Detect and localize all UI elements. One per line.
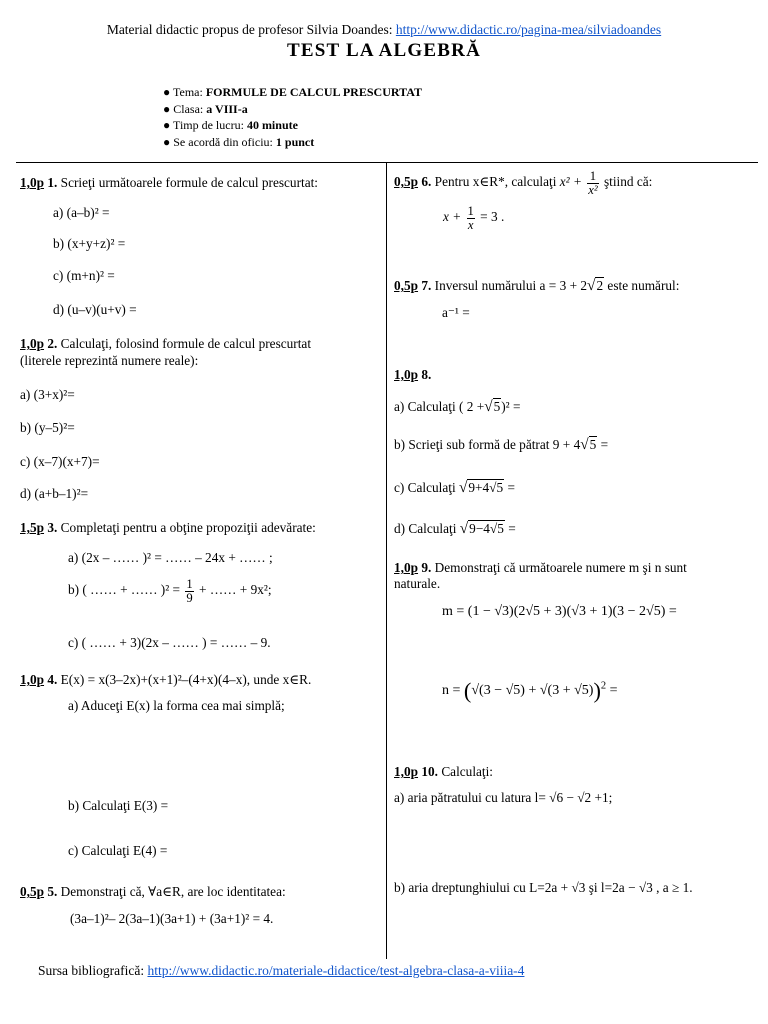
q3-heading: 1,5p 3. Completaţi pentru a obţine propoziţii adevărate: [20, 520, 316, 535]
q4-a: a) Aduceţi E(x) la forma cea mai simplă; [68, 698, 285, 713]
footer-link[interactable]: http://www.didactic.ro/materiale-didactice/test-algebra-clasa-a-viiia-4 [147, 963, 525, 978]
q3-a: a) (2x – …… )² = …… – 24x + …… ; [68, 550, 273, 565]
test-info [163, 84, 422, 150]
q7-heading: 0,5p 7. Inversul numărului a = 3 + 2√2 este numărul: [394, 277, 680, 294]
q8-d: d) Calculaţi √9−4√5 = [394, 520, 516, 537]
footer-prefix: Sursa bibliografică: [38, 963, 145, 978]
q4-b: b) Calculaţi E(3) = [68, 798, 169, 813]
q2-heading: 1,0p 2. Calculaţi, folosind formule de calcul prescurtat [20, 336, 312, 351]
q3-b-fraction: $\frac{1}{9}$ [186, 577, 193, 605]
column-divider [386, 162, 387, 959]
header-prefix: Material didactic propus de profesor Silvia Doandes: [106, 22, 393, 37]
q1-b: b) (x+y+z)² = [53, 236, 126, 251]
q8-c-radical: √9+4√5 [458, 479, 504, 496]
q4-heading: 1,0p 4. E(x) = x(3–2x)+(x+1)²–(4+x)(4–x), unde x∈R. [20, 672, 312, 687]
q5-heading: 0,5p 5. Demonstraţi că, ∀a∈R, are loc identitatea: [20, 884, 286, 899]
q9-text2: naturale. [394, 576, 441, 591]
q3-c: c) ( …… + 3)(2x – …… ) = …… – 9. [68, 635, 271, 650]
q9-m: m = (1 − √3)(2√5 + 3)(√3 + 1)(3 − 2√5) = [442, 604, 677, 619]
q10-b: b) aria dreptunghiului cu L=2a + √3 şi l=2a − √3 , a ≥ 1. [394, 880, 693, 895]
q1-heading: 1,0p 1. Scrieţi următoarele formule de calcul prescurtat: [20, 175, 318, 190]
q8-b: b) Scrieţi sub formă de pătrat 9 + 4√5 = [394, 436, 609, 453]
q2-c: c) (x–7)(x+7)= [20, 454, 100, 469]
q6-fraction: $\frac{1}{\text{x²}}$ [588, 169, 598, 197]
q9-heading: 1,0p 9. Demonstraţi că următoarele numere m şi n sunt [394, 560, 687, 575]
q1-d: d) (u–v)(u+v) = [53, 302, 137, 317]
horizontal-divider [16, 162, 758, 163]
q8-c: c) Calculaţi √9+4√5 = [394, 479, 515, 496]
q8-b-radical: √5 [580, 436, 597, 453]
header-link[interactable]: http://www.didactic.ro/pagina-mea/silviadoandes [395, 22, 662, 37]
info-timp: ● Timp de lucru: 40 minute [163, 118, 298, 132]
q7-answer: a⁻¹ = [442, 305, 470, 320]
q7-radical: √2 [587, 277, 604, 294]
q8-d-radical: √9−4√5 [459, 520, 504, 537]
info-clasa: ● Clasa: a VIII-a [163, 101, 248, 116]
q5-expr: (3a–1)²– 2(3a–1)(3a+1) + (3a+1)² = 4. [70, 911, 274, 926]
q9-n: $n = (√(3 - √5) + √(3 + √5))^2$ = [442, 677, 618, 703]
q3-b: b) ( …… + …… )² = $\frac{1}{9}$ + …… + 9x²; [68, 577, 272, 605]
q10-a: a) aria pătratului cu latura l= √6 − √2 +1; [394, 790, 613, 805]
info-oficiu: ● Se acordă din oficiu: 1 punct [163, 134, 315, 149]
q8-heading: 1,0p 8. [394, 367, 432, 382]
q6-condition: x + $\frac{1}{x}$ = 3 . [443, 204, 505, 232]
info-tema: ● Tema: FORMULE DE CALCUL PRESCURTAT [163, 85, 422, 99]
q2-d: d) (a+b–1)²= [20, 486, 89, 501]
q8-a-radical: √5 [484, 398, 501, 415]
q8-a: a) Calculaţi ( 2 +√5)² = [394, 398, 521, 415]
q1-a: a) (a–b)² = [53, 205, 110, 220]
q2-a: a) (3+x)²= [20, 387, 75, 402]
q2-b: b) (y–5)²= [20, 420, 75, 435]
q2-text2: (literele reprezintă numere reale): [20, 353, 199, 368]
q1-c: c) (m+n)² = [53, 268, 115, 283]
page-title: TEST LA ALGEBRĂ [286, 40, 481, 61]
q6-heading: 0,5p 6. Pentru x∈R*, calculaţi x² + $\frac{1}{\text{x²}}$ ştiind că: [394, 169, 653, 197]
q6-cond-fraction: $\frac{1}{x}$ [467, 204, 474, 232]
q10-heading: 1,0p 10. Calculaţi: [394, 764, 494, 779]
q4-c: c) Calculaţi E(4) = [68, 843, 168, 858]
page-header [0, 22, 768, 38]
page-footer [38, 963, 524, 979]
